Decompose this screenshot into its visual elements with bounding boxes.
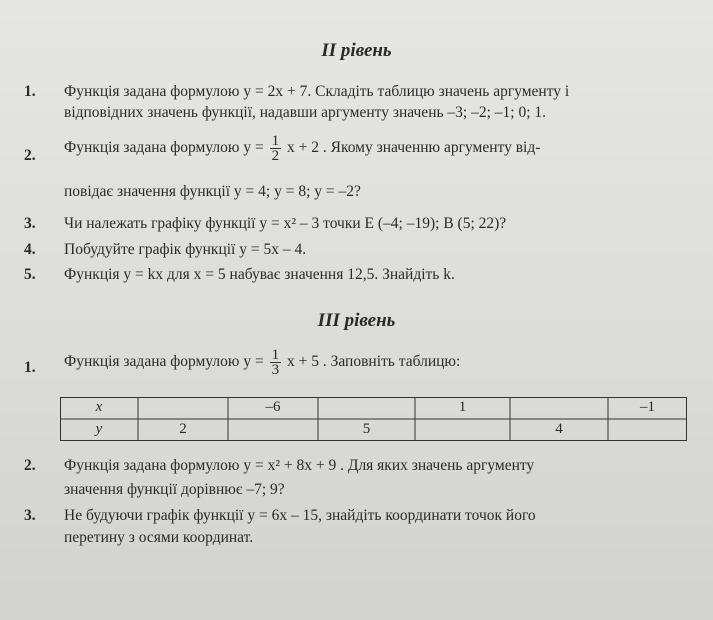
formula-suffix: x + 5 . Заповніть таблицю: <box>287 353 461 371</box>
level2-task-4 <box>24 240 699 260</box>
level2-task-1 <box>24 82 699 122</box>
table-cell-y: 2 <box>179 421 187 437</box>
task-number: 2. <box>24 457 36 474</box>
level3-heading: III рівень <box>317 310 396 331</box>
level3-task-3 <box>24 506 699 546</box>
level2-task-3 <box>24 214 699 234</box>
level2-task-2 <box>24 134 699 204</box>
fraction <box>270 348 282 377</box>
fraction-numerator: 1 <box>271 133 280 149</box>
level3-task-2 <box>24 456 699 496</box>
fraction-denominator: 3 <box>271 362 280 378</box>
table-cell-x: 1 <box>458 399 467 415</box>
table-header-y: y <box>95 421 103 437</box>
task-text-line1: Не будуючи графік функції y = 6x – 15, знайдіть координати точок його <box>64 507 536 524</box>
task-text-line2: відповідних значень функції, надавши аргументу значень –3; –2; –1; 0; 1. <box>64 104 547 121</box>
task-text-line1 <box>64 348 460 377</box>
table-header-x: x <box>95 399 103 415</box>
table-cell-y: 4 <box>555 421 563 437</box>
task-text-line2: повідає значення функції y = 4; y = 8; y = –2? <box>64 183 361 200</box>
task-number: 1. <box>24 83 36 100</box>
task-number: 1. <box>24 359 36 376</box>
task-text-line1: Функція задана формулою y = 2x + 7. Складіть таблицю значень аргументу і <box>64 83 570 100</box>
task-number: 4. <box>24 241 36 258</box>
level2-heading: II рівень <box>321 40 392 61</box>
task-text-line1: Функція задана формулою y = x² + 8x + 9 . Для яких значень аргументу <box>64 457 535 474</box>
table-cell-y: 5 <box>362 421 371 437</box>
values-table <box>60 397 687 441</box>
task-number: 2. <box>24 147 36 164</box>
task-text-line2: значення функції дорівнює –7; 9? <box>64 481 285 498</box>
formula-prefix: Функція задана формулою y = <box>64 353 264 371</box>
task-text-line1: Чи належать графіку функції y = x² – 3 точки E (–4; –19); B (5; 22)? <box>64 215 507 232</box>
formula-suffix: x + 2 . Якому значенню аргументу від- <box>287 139 541 157</box>
formula-prefix: Функція задана формулою y = <box>64 139 264 157</box>
task-number: 3. <box>24 507 36 524</box>
task-number: 5. <box>24 266 36 283</box>
task-text-line1: Функція y = kx для x = 5 набуває значення 12,5. Знайдіть k. <box>64 266 455 283</box>
task-text-line2: перетину з осями координат. <box>64 529 254 546</box>
task-number: 3. <box>24 215 36 232</box>
task-text-line1 <box>64 134 540 163</box>
level2-task-5 <box>24 265 699 285</box>
fraction-denominator: 2 <box>271 148 280 164</box>
table-cell-x: –1 <box>640 399 655 415</box>
fraction <box>270 134 282 163</box>
level3-task-1 <box>24 348 699 392</box>
fraction-numerator: 1 <box>271 347 280 363</box>
table-cell-x: –6 <box>265 399 281 415</box>
task-text-line1: Побудуйте графік функції y = 5x – 4. <box>64 241 307 258</box>
